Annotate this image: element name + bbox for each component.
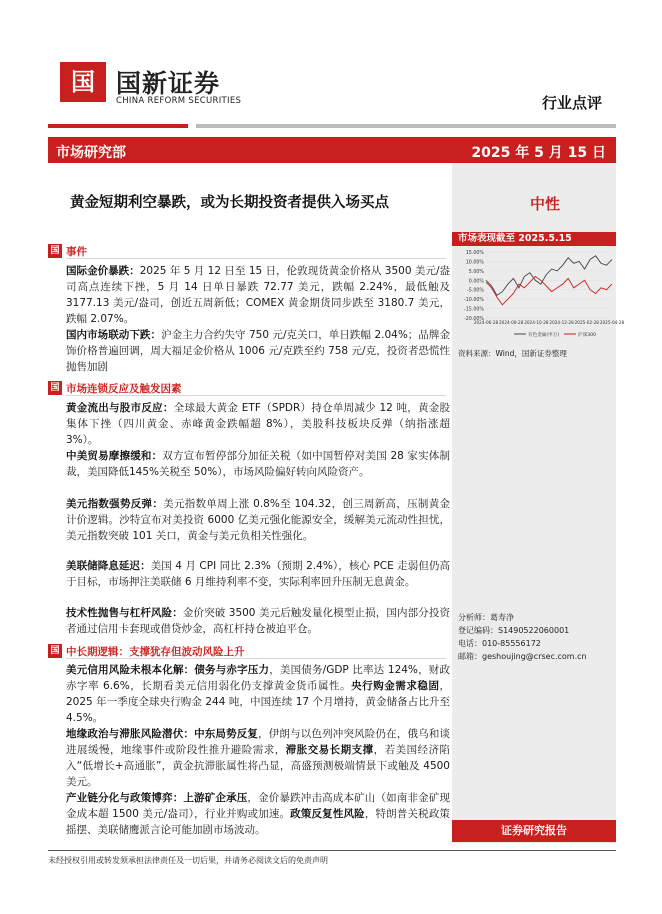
chart-source: 资料来源：Wind，国新证券整理 xyxy=(458,349,567,358)
section-chain-reaction xyxy=(48,380,448,396)
report-title: 黄金短期利空暴跌，或为长期投资者提供入场买点 xyxy=(70,194,389,211)
x-tick-label: 2024-06-28 xyxy=(473,320,499,325)
logo-name-en: CHINA REFORM SECURITIES xyxy=(116,96,242,106)
section-marker-icon: 国 xyxy=(48,244,62,258)
logo-name-cn: 国新证券 xyxy=(116,69,221,98)
paragraph-text: ，金价暴跌冲击高成本矿山（如南非金矿现金成本超 1500 美元/盎司），行业并购或加速。 xyxy=(66,792,451,820)
paragraph-text: ，特朗普关税政策摇摆、美联储鹰派言论可能加剧市场波动。 xyxy=(66,808,451,836)
paragraph-text: 双方宣布暂停部分加征关税（如中国暂停对美国 28 家实体制裁，美国降低145%关税至 50%），市场风险偏好转向风险资产。 xyxy=(66,450,450,478)
paragraph-heading: 产业链分化与政策博弈： xyxy=(66,792,184,804)
paragraph-heading: 黄金流出与股市反应： xyxy=(66,402,174,414)
paragraph-industry-chain xyxy=(66,790,450,838)
section-divider xyxy=(66,258,446,259)
footer-divider xyxy=(48,850,616,851)
paragraph-etf-outflow xyxy=(66,400,450,448)
industry-rating: 中性 xyxy=(530,195,561,213)
series-line-nonferrous xyxy=(486,256,612,296)
paragraph-subheading: 滞胀交易长期支撑 xyxy=(285,744,374,756)
x-tick-label: 2024-10-28 xyxy=(524,320,549,325)
paragraph-subheading: 政策反复性风险 xyxy=(290,808,365,820)
paragraph-text: 沪金主力合约失守 750 元/克关口，单日跌幅 2.04%；品牌金饰价格普遍回调，周大福足金价格从 1006 元/克跌至约 758 元/克，投资者恐慌性抛售加剧 xyxy=(66,329,450,373)
y-tick-label: -10.00% xyxy=(463,298,484,304)
header-rule-grey xyxy=(196,124,616,128)
analyst-name: 分析师：葛寿净 xyxy=(458,613,514,622)
paragraph-subheading: 债务与赤字压力 xyxy=(194,664,270,676)
analyst-registration: 登记编码：S1490522060001 xyxy=(458,626,570,635)
department-label: 市场研究部 xyxy=(56,145,126,161)
paragraph-geopolitics xyxy=(66,726,450,790)
section-title: 市场连锁反应及触发因素 xyxy=(66,383,182,395)
section-event xyxy=(48,243,448,259)
legend-label-nonferrous: 有色金属(申万) xyxy=(528,333,560,338)
x-tick-label: 2024-12-28 xyxy=(549,320,574,325)
paragraph-heading: 地缘政治与滞胀风险潜伏： xyxy=(66,728,195,740)
paragraph-text: 金价突破 3500 美元后触发量化模型止损，国内部分投资者通过信用卡套现或借贷炒金，高杠杆持仓被迫平仓。 xyxy=(66,607,450,635)
paragraph-text: ，伊朗与以色列冲突风险仍在，俄乌和谈进展缓慢，地缘事件或阶段性推升避险需求， xyxy=(66,728,451,756)
analyst-email[interactable]: 邮箱：geshoujing@crsec.com.cn xyxy=(458,652,587,661)
paragraph-subheading: 央行购金需求稳固 xyxy=(351,680,440,692)
y-tick-label: -20.00% xyxy=(463,317,484,322)
section-divider xyxy=(66,395,446,396)
y-tick-label: -15.00% xyxy=(463,307,484,313)
paragraph-heading: 中美贸易摩擦缓和： xyxy=(66,450,163,462)
company-logo xyxy=(60,62,260,112)
y-tick-label: -5.00% xyxy=(467,288,484,294)
section-marker-icon: 国 xyxy=(48,644,62,658)
paragraph-usd-rebound xyxy=(66,496,450,544)
section-title: 事件 xyxy=(66,246,87,258)
paragraph-heading: 国内市场联动下跌： xyxy=(66,329,162,341)
paragraph-text: ，若美国经济陷入“低增长+高通胀”，黄金抗滞胀属性将凸显，高盛预测极端情景下或触及 4500 美元。 xyxy=(66,744,451,788)
paragraph-text: 全球最大黄金 ETF（SPDR）持仓单周减少 12 吨，黄金股集体下挫（四川黄金、赤峰黄金跌幅超 8%），美股科技板块反弹（纳指涨超 3%）。 xyxy=(66,402,450,446)
x-tick-label: 2025-02-28 xyxy=(574,320,599,325)
paragraph-heading: 技术性抛售与杠杆风险： xyxy=(66,607,183,619)
paragraph-heading: 美联储降息延迟： xyxy=(66,560,151,572)
paragraph-heading: 国际金价暴跌： xyxy=(66,265,140,277)
department-band xyxy=(48,137,616,163)
paragraph-fed-delay xyxy=(66,558,450,590)
paragraph-usd-credit-risk xyxy=(66,662,450,726)
paragraph-gold-crash xyxy=(66,263,450,327)
paragraph-heading: 美元信用风险未根本化解： xyxy=(66,664,195,676)
x-tick-label: 2024-08-28 xyxy=(499,320,524,325)
series-line-csi300 xyxy=(486,277,612,305)
y-tick-label: 15.00% xyxy=(465,251,484,256)
paragraph-text: 美元指数单周上涨 0.8%至 104.32，创三周新高，压制黄金计价逻辑。沙特宣布对美投资 6000 亿美元强化能源安全，缓解美元流动性担忧，美元指数突破 101 关口，黄金与美元负相关性强化。 xyxy=(66,498,451,542)
report-date: 2025 年 5 月 15 日 xyxy=(471,145,606,161)
disclaimer: 未经授权引用或转发须承担法律责任及一切后果，并请务必阅读文后的免责声明 xyxy=(48,856,328,865)
paragraph-subheading: 上游矿企承压 xyxy=(183,792,248,804)
paragraph-subheading: 中东局势反复 xyxy=(194,728,259,740)
y-tick-label: 0.00% xyxy=(468,279,484,285)
section-marker-icon: 国 xyxy=(48,381,62,395)
logo-mark-icon: 国 xyxy=(60,62,106,102)
section-title: 中长期逻辑：支撑犹存但波动风险上升 xyxy=(66,646,245,658)
y-tick-label: 5.00% xyxy=(468,269,484,275)
paragraph-text: 美国 4 月 CPI 同比 2.3%（预期 2.4%），核心 PCE 走弱但仍高于目标，市场押注美联储 6 月维持利率不变，实际利率回升压制无息黄金。 xyxy=(66,560,451,588)
section-divider xyxy=(66,658,446,659)
paragraph-domestic-market xyxy=(66,327,450,375)
paragraph-trade-easing xyxy=(66,448,450,480)
paragraph-technical-selloff xyxy=(66,605,450,637)
x-tick-label: 2025-04-28 xyxy=(599,320,625,325)
y-tick-label: 10.00% xyxy=(465,260,484,266)
market-performance-label: 市场表现截至 2025.5.15 xyxy=(452,232,616,246)
market-performance-chart xyxy=(456,248,625,340)
legend-label-csi300: 沪深300 xyxy=(578,333,596,338)
paragraph-text: ，2025 年一季度全球央行购金 244 吨，中国连续 17 个月增持，黄金储备占比升至 4.5%。 xyxy=(66,680,451,724)
paragraph-heading: 美元指数强势反弹： xyxy=(66,498,164,510)
section-long-term-logic xyxy=(48,643,448,659)
report-type: 行业点评 xyxy=(541,94,602,112)
paragraph-text: ，美国债务/GDP 比率达 124%，财政赤字率 6.6%，长期看美元信用弱化仍支撑黄金货币属性。 xyxy=(66,664,450,692)
analyst-phone: 电话：010-85556172 xyxy=(458,639,541,648)
header-rule-red xyxy=(48,124,188,128)
securities-report-badge: 证券研究报告 xyxy=(452,820,616,842)
paragraph-text: 2025 年 5 月 12 日至 15 日，伦敦现货黄金价格从 3500 美元/盎司高点连续下挫，5 月 14 日单日暴跌 72.77 美元，跌幅 2.24%，最低触及 3177.13 美元/盎司，创近五周新低；COMEX 黄金期货同步跌至 3180.7 美元，跌幅 2.07%。 xyxy=(66,265,451,325)
